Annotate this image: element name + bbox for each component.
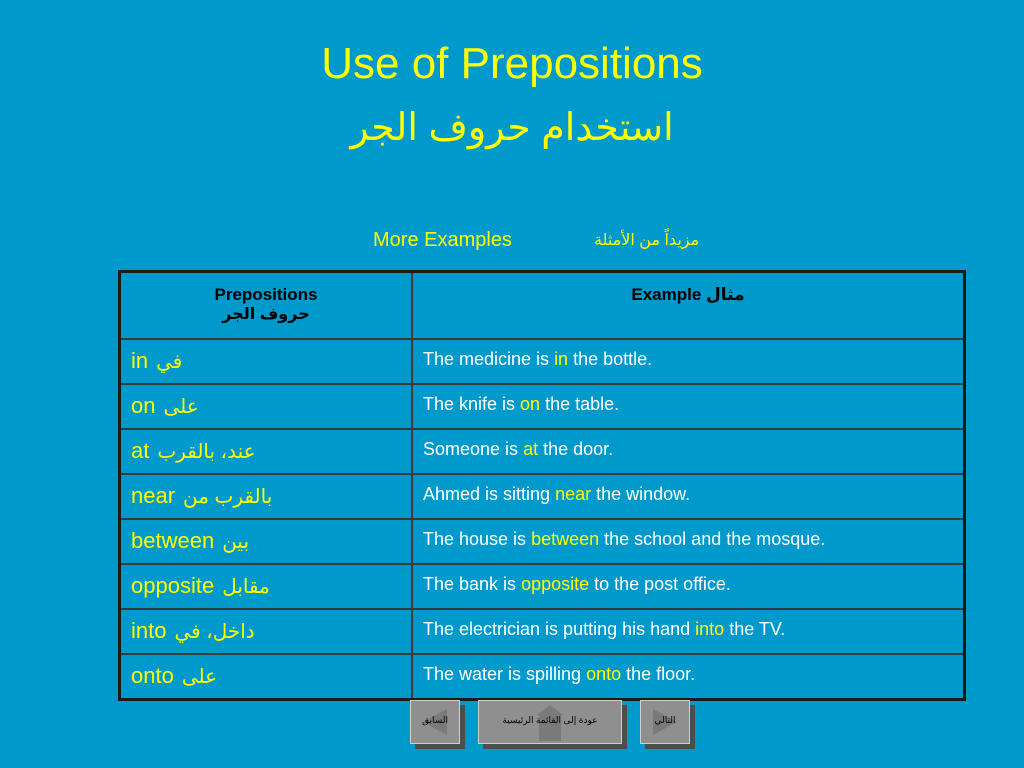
more-examples-arabic-link[interactable]: مزيداً من الأمثلة [594, 232, 700, 249]
header-prepositions [120, 272, 413, 340]
example-text-before: Someone is [423, 439, 524, 459]
header-prepositions-english: Prepositions [214, 285, 318, 304]
table-row [120, 429, 965, 474]
header-example-arabic: مثال [706, 285, 745, 304]
example-text-after: the table. [540, 394, 620, 414]
table-header-row [120, 272, 965, 340]
example-text-before: The bank is [423, 574, 522, 594]
next-button-label: التالي [654, 715, 676, 725]
more-examples-link[interactable]: More Examples [373, 229, 512, 251]
preposition-arabic: عند، بالقرب [157, 441, 256, 463]
table-row [120, 609, 965, 654]
example-text-after: to the post office. [589, 574, 731, 594]
example-text-before: Ahmed is sitting [423, 484, 556, 504]
header-example [412, 272, 965, 340]
main-menu-button-label: عودة إلى القائمة الرئيسية [502, 715, 598, 725]
example-cell [412, 384, 965, 429]
preposition-cell [120, 429, 413, 474]
preposition-arabic: مقابل [222, 576, 270, 598]
example-cell [412, 654, 965, 700]
example-cell [412, 609, 965, 654]
preposition-cell [120, 609, 413, 654]
table-row [120, 519, 965, 564]
example-highlighted-preposition: opposite [521, 574, 590, 594]
table-row [120, 564, 965, 609]
preposition-english: into [131, 618, 167, 643]
header-prepositions-arabic: حروف الجر [222, 306, 310, 323]
preposition-english: onto [131, 663, 174, 688]
example-highlighted-preposition: in [554, 349, 569, 369]
prepositions-table [118, 270, 966, 701]
example-highlighted-preposition: near [555, 484, 592, 504]
example-text-before: The electrician is putting his hand [423, 619, 696, 639]
preposition-english: on [131, 393, 156, 418]
example-highlighted-preposition: into [695, 619, 725, 639]
preposition-english: at [131, 438, 150, 463]
preposition-cell [120, 474, 413, 519]
table-row [120, 339, 965, 384]
preposition-cell [120, 384, 413, 429]
previous-button-label: السابق [421, 715, 449, 725]
preposition-english: between [131, 528, 215, 553]
main-menu-button[interactable] [478, 700, 622, 744]
example-highlighted-preposition: on [520, 394, 541, 414]
preposition-english: in [131, 348, 149, 373]
example-cell [412, 339, 965, 384]
preposition-cell [120, 564, 413, 609]
example-text-before: The water is spilling [423, 664, 587, 684]
example-cell [412, 519, 965, 564]
preposition-cell [120, 339, 413, 384]
preposition-english: near [131, 483, 176, 508]
preposition-arabic: بالقرب من [183, 486, 273, 508]
preposition-english: opposite [131, 573, 215, 598]
header-example-english: Example [631, 285, 702, 304]
table-row [120, 384, 965, 429]
example-text-after: the window. [591, 484, 691, 504]
preposition-arabic: على [181, 666, 218, 688]
example-cell [412, 429, 965, 474]
example-highlighted-preposition: between [531, 529, 600, 549]
next-button[interactable] [640, 700, 690, 744]
preposition-cell [120, 654, 413, 700]
preposition-arabic: بين [222, 531, 250, 553]
example-text-after: the school and the mosque. [599, 529, 826, 549]
table-row [120, 474, 965, 519]
example-text-after: the floor. [621, 664, 696, 684]
example-text-after: the door. [538, 439, 614, 459]
example-text-before: The knife is [423, 394, 521, 414]
example-cell [412, 474, 965, 519]
example-cell [412, 564, 965, 609]
example-highlighted-preposition: onto [586, 664, 622, 684]
example-text-before: The house is [423, 529, 532, 549]
previous-button[interactable] [410, 700, 460, 744]
example-highlighted-preposition: at [523, 439, 539, 459]
example-text-after: the TV. [724, 619, 786, 639]
example-text-after: the bottle. [568, 349, 653, 369]
page-title-arabic: استخدام حروف الجر [350, 107, 674, 149]
page-title: Use of Prepositions [321, 39, 703, 88]
preposition-arabic: داخل، في [174, 621, 255, 643]
preposition-cell [120, 519, 413, 564]
example-text-before: The medicine is [423, 349, 555, 369]
table-row [120, 654, 965, 700]
preposition-arabic: في [156, 351, 183, 373]
preposition-arabic: على [163, 396, 199, 418]
